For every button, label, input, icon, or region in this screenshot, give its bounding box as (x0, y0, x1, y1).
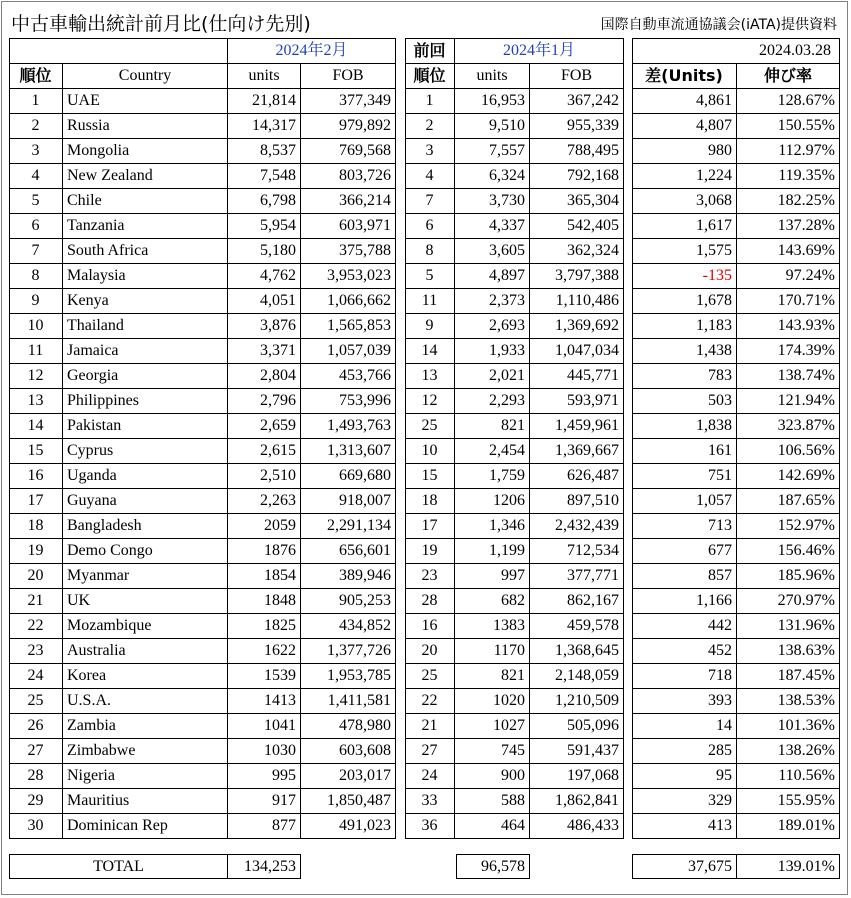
row-growth: 270.97% (737, 589, 840, 614)
row-growth: 143.93% (737, 314, 840, 339)
row-prev-units: 1206 (455, 489, 530, 514)
row-country: Russia (63, 114, 228, 139)
total-units: 134,253 (228, 854, 301, 879)
header-fob: FOB (301, 64, 396, 89)
row-fob: 377,349 (301, 89, 396, 114)
row-prev-rank: 11 (405, 289, 455, 314)
row-prev-fob: 2,148,059 (530, 664, 624, 689)
row-diff: 4,807 (632, 114, 737, 139)
row-prev-units: 821 (455, 664, 530, 689)
row-prev-rank: 8 (405, 239, 455, 264)
row-growth: 110.56% (737, 764, 840, 789)
row-diff: 452 (632, 639, 737, 664)
row-country: Zimbabwe (63, 739, 228, 764)
row-country: Cyprus (63, 439, 228, 464)
row-prev-fob: 362,324 (530, 239, 624, 264)
row-fob: 656,601 (301, 539, 396, 564)
row-prev-fob: 897,510 (530, 489, 624, 514)
row-prev-rank: 21 (405, 714, 455, 739)
row-prev-units: 1,346 (455, 514, 530, 539)
row-prev-rank: 7 (405, 189, 455, 214)
row-diff: 1,166 (632, 589, 737, 614)
row-country: Thailand (63, 314, 228, 339)
row-fob: 1,411,581 (301, 689, 396, 714)
row-diff: 857 (632, 564, 737, 589)
row-rank: 4 (9, 164, 63, 189)
row-fob: 203,017 (301, 764, 396, 789)
row-rank: 28 (9, 764, 63, 789)
row-growth: 128.67% (737, 89, 840, 114)
header-growth: 伸び率 (737, 64, 840, 89)
row-prev-rank: 25 (405, 414, 455, 439)
row-prev-units: 4,337 (455, 214, 530, 239)
row-diff: 393 (632, 689, 737, 714)
row-rank: 10 (9, 314, 63, 339)
row-country: Mauritius (63, 789, 228, 814)
row-prev-fob: 1,369,667 (530, 439, 624, 464)
row-units: 1876 (228, 539, 301, 564)
row-rank: 11 (9, 339, 63, 364)
row-growth: 137.28% (737, 214, 840, 239)
row-prev-units: 900 (455, 764, 530, 789)
row-prev-units: 2,693 (455, 314, 530, 339)
row-units: 2,804 (228, 364, 301, 389)
row-prev-rank: 36 (405, 814, 455, 839)
row-prev-rank: 28 (405, 589, 455, 614)
row-units: 1854 (228, 564, 301, 589)
row-diff: 718 (632, 664, 737, 689)
row-units: 877 (228, 814, 301, 839)
row-fob: 669,680 (301, 464, 396, 489)
row-units: 8,537 (228, 139, 301, 164)
row-growth: 143.69% (737, 239, 840, 264)
row-growth: 138.53% (737, 689, 840, 714)
row-country: Kenya (63, 289, 228, 314)
row-rank: 23 (9, 639, 63, 664)
row-prev-rank: 13 (405, 364, 455, 389)
row-prev-fob: 1,459,961 (530, 414, 624, 439)
row-country: Mozambique (63, 614, 228, 639)
row-prev-fob: 459,578 (530, 614, 624, 639)
row-prev-units: 1027 (455, 714, 530, 739)
row-prev-units: 4,897 (455, 264, 530, 289)
header-units: units (228, 64, 301, 89)
row-fob: 434,852 (301, 614, 396, 639)
row-units: 7,548 (228, 164, 301, 189)
row-units: 1413 (228, 689, 301, 714)
row-country: Jamaica (63, 339, 228, 364)
row-rank: 16 (9, 464, 63, 489)
row-prev-fob: 1,369,692 (530, 314, 624, 339)
row-prev-fob: 505,096 (530, 714, 624, 739)
row-prev-units: 1,759 (455, 464, 530, 489)
row-diff: 442 (632, 614, 737, 639)
row-prev-rank: 19 (405, 539, 455, 564)
row-country: Pakistan (63, 414, 228, 439)
row-growth: 187.45% (737, 664, 840, 689)
report-date: 2024.03.28 (632, 38, 840, 64)
row-fob: 1,377,726 (301, 639, 396, 664)
row-rank: 13 (9, 389, 63, 414)
row-prev-units: 1170 (455, 639, 530, 664)
row-prev-fob: 593,971 (530, 389, 624, 414)
header-prev-fob: FOB (530, 64, 624, 89)
row-diff: 95 (632, 764, 737, 789)
row-diff: 1,838 (632, 414, 737, 439)
row-prev-fob: 626,487 (530, 464, 624, 489)
row-country: Australia (63, 639, 228, 664)
row-diff: 413 (632, 814, 737, 839)
row-country: Demo Congo (63, 539, 228, 564)
row-fob: 375,788 (301, 239, 396, 264)
row-units: 1622 (228, 639, 301, 664)
row-prev-fob: 542,405 (530, 214, 624, 239)
row-prev-rank: 4 (405, 164, 455, 189)
row-rank: 20 (9, 564, 63, 589)
row-diff: 1,057 (632, 489, 737, 514)
row-rank: 21 (9, 589, 63, 614)
row-growth: 323.87% (737, 414, 840, 439)
row-fob: 1,493,763 (301, 414, 396, 439)
total-diff: 37,675 (632, 854, 737, 879)
row-diff: 503 (632, 389, 737, 414)
row-fob: 366,214 (301, 189, 396, 214)
row-prev-units: 9,510 (455, 114, 530, 139)
row-rank: 24 (9, 664, 63, 689)
row-prev-fob: 367,242 (530, 89, 624, 114)
row-rank: 1 (9, 89, 63, 114)
row-prev-units: 1020 (455, 689, 530, 714)
row-rank: 29 (9, 789, 63, 814)
row-diff: 1,617 (632, 214, 737, 239)
row-country: Tanzania (63, 214, 228, 239)
row-fob: 3,953,023 (301, 264, 396, 289)
header-current-period: 2024年2月 (228, 38, 396, 64)
source-note: 国際自動車流通協議会(iATA)提供資料 (600, 17, 837, 33)
row-growth: 138.26% (737, 739, 840, 764)
row-diff: 751 (632, 464, 737, 489)
row-diff: 1,438 (632, 339, 737, 364)
row-prev-fob: 712,534 (530, 539, 624, 564)
row-fob: 1,565,853 (301, 314, 396, 339)
row-units: 1041 (228, 714, 301, 739)
row-country: Chile (63, 189, 228, 214)
row-prev-fob: 1,110,486 (530, 289, 624, 314)
row-units: 2,615 (228, 439, 301, 464)
row-growth: 182.25% (737, 189, 840, 214)
row-prev-units: 2,293 (455, 389, 530, 414)
row-fob: 905,253 (301, 589, 396, 614)
row-units: 2,796 (228, 389, 301, 414)
row-rank: 8 (9, 264, 63, 289)
total-label: TOTAL (9, 854, 228, 879)
row-country: New Zealand (63, 164, 228, 189)
row-prev-rank: 33 (405, 789, 455, 814)
diff-block-border (632, 38, 840, 839)
row-prev-units: 1383 (455, 614, 530, 639)
row-growth: 138.74% (737, 364, 840, 389)
row-diff: 1,575 (632, 239, 737, 264)
row-prev-fob: 486,433 (530, 814, 624, 839)
row-prev-rank: 9 (405, 314, 455, 339)
row-units: 1825 (228, 614, 301, 639)
row-diff: 677 (632, 539, 737, 564)
row-growth: 138.63% (737, 639, 840, 664)
row-diff: 329 (632, 789, 737, 814)
row-units: 21,814 (228, 89, 301, 114)
row-growth: 101.36% (737, 714, 840, 739)
row-prev-units: 6,324 (455, 164, 530, 189)
row-country: Philippines (63, 389, 228, 414)
row-prev-rank: 25 (405, 664, 455, 689)
row-units: 2,510 (228, 464, 301, 489)
row-fob: 979,892 (301, 114, 396, 139)
row-units: 5,180 (228, 239, 301, 264)
row-fob: 1,066,662 (301, 289, 396, 314)
row-prev-fob: 1,210,509 (530, 689, 624, 714)
row-prev-rank: 22 (405, 689, 455, 714)
row-fob: 603,608 (301, 739, 396, 764)
row-growth: 185.96% (737, 564, 840, 589)
row-prev-fob: 788,495 (530, 139, 624, 164)
row-units: 14,317 (228, 114, 301, 139)
row-prev-units: 7,557 (455, 139, 530, 164)
row-rank: 22 (9, 614, 63, 639)
row-country: Mongolia (63, 139, 228, 164)
row-prev-rank: 12 (405, 389, 455, 414)
row-rank: 12 (9, 364, 63, 389)
row-prev-fob: 1,862,841 (530, 789, 624, 814)
row-units: 3,876 (228, 314, 301, 339)
total-prev-units: 96,578 (456, 854, 530, 879)
header-prev-period: 2024年1月 (455, 38, 624, 64)
row-growth: 174.39% (737, 339, 840, 364)
row-prev-rank: 5 (405, 264, 455, 289)
row-country: Dominican Rep (63, 814, 228, 839)
row-rank: 7 (9, 239, 63, 264)
row-fob: 1,953,785 (301, 664, 396, 689)
row-growth: 187.65% (737, 489, 840, 514)
row-diff: 1,224 (632, 164, 737, 189)
row-prev-rank: 10 (405, 439, 455, 464)
row-prev-units: 2,454 (455, 439, 530, 464)
row-prev-rank: 18 (405, 489, 455, 514)
row-prev-units: 1,199 (455, 539, 530, 564)
page-title: 中古車輸出統計前月比(仕向け先別) (11, 13, 311, 35)
header-prev-label: 前回 (405, 38, 455, 64)
row-prev-rank: 14 (405, 339, 455, 364)
row-prev-fob: 955,339 (530, 114, 624, 139)
row-prev-fob: 2,432,439 (530, 514, 624, 539)
row-prev-units: 3,605 (455, 239, 530, 264)
row-growth: 142.69% (737, 464, 840, 489)
row-fob: 2,291,134 (301, 514, 396, 539)
row-units: 1848 (228, 589, 301, 614)
row-growth: 119.35% (737, 164, 840, 189)
row-fob: 389,946 (301, 564, 396, 589)
row-fob: 1,057,039 (301, 339, 396, 364)
row-prev-rank: 24 (405, 764, 455, 789)
row-prev-units: 16,953 (455, 89, 530, 114)
row-diff: 980 (632, 139, 737, 164)
row-growth: 156.46% (737, 539, 840, 564)
header-rank: 順位 (9, 64, 63, 89)
row-prev-rank: 23 (405, 564, 455, 589)
row-diff: 1,678 (632, 289, 737, 314)
row-country: Myanmar (63, 564, 228, 589)
row-units: 917 (228, 789, 301, 814)
row-units: 4,762 (228, 264, 301, 289)
row-fob: 753,996 (301, 389, 396, 414)
row-units: 1030 (228, 739, 301, 764)
row-units: 4,051 (228, 289, 301, 314)
row-diff: 4,861 (632, 89, 737, 114)
row-prev-rank: 2 (405, 114, 455, 139)
row-fob: 918,007 (301, 489, 396, 514)
row-country: UK (63, 589, 228, 614)
row-units: 3,371 (228, 339, 301, 364)
row-units: 5,954 (228, 214, 301, 239)
row-diff: 1,183 (632, 314, 737, 339)
row-units: 2059 (228, 514, 301, 539)
row-prev-fob: 197,068 (530, 764, 624, 789)
row-prev-units: 588 (455, 789, 530, 814)
row-prev-fob: 862,167 (530, 589, 624, 614)
row-country: Zambia (63, 714, 228, 739)
row-growth: 131.96% (737, 614, 840, 639)
row-prev-fob: 445,771 (530, 364, 624, 389)
row-fob: 769,568 (301, 139, 396, 164)
row-rank: 25 (9, 689, 63, 714)
row-country: Malaysia (63, 264, 228, 289)
row-prev-rank: 17 (405, 514, 455, 539)
row-country: Guyana (63, 489, 228, 514)
row-prev-units: 745 (455, 739, 530, 764)
row-country: U.S.A. (63, 689, 228, 714)
row-diff: 3,068 (632, 189, 737, 214)
row-fob: 491,023 (301, 814, 396, 839)
row-prev-units: 997 (455, 564, 530, 589)
row-fob: 603,971 (301, 214, 396, 239)
current-block-border (9, 38, 396, 839)
row-prev-fob: 1,047,034 (530, 339, 624, 364)
row-diff: 14 (632, 714, 737, 739)
row-prev-units: 2,021 (455, 364, 530, 389)
row-growth: 97.24% (737, 264, 840, 289)
row-prev-fob: 365,304 (530, 189, 624, 214)
row-prev-units: 821 (455, 414, 530, 439)
row-country: South Africa (63, 239, 228, 264)
row-growth: 121.94% (737, 389, 840, 414)
row-prev-rank: 16 (405, 614, 455, 639)
row-units: 6,798 (228, 189, 301, 214)
row-rank: 2 (9, 114, 63, 139)
row-country: Korea (63, 664, 228, 689)
previous-block-border (405, 38, 624, 839)
row-prev-rank: 6 (405, 214, 455, 239)
row-growth: 189.01% (737, 814, 840, 839)
row-rank: 15 (9, 439, 63, 464)
row-rank: 3 (9, 139, 63, 164)
row-prev-fob: 377,771 (530, 564, 624, 589)
row-rank: 9 (9, 289, 63, 314)
row-prev-units: 2,373 (455, 289, 530, 314)
row-prev-units: 464 (455, 814, 530, 839)
row-growth: 152.97% (737, 514, 840, 539)
row-fob: 1,313,607 (301, 439, 396, 464)
row-prev-rank: 27 (405, 739, 455, 764)
row-fob: 478,980 (301, 714, 396, 739)
row-prev-rank: 15 (405, 464, 455, 489)
row-units: 995 (228, 764, 301, 789)
row-fob: 803,726 (301, 164, 396, 189)
total-growth: 139.01% (737, 854, 840, 879)
header-prev-rank: 順位 (405, 64, 455, 89)
row-prev-rank: 20 (405, 639, 455, 664)
row-units: 2,659 (228, 414, 301, 439)
row-rank: 5 (9, 189, 63, 214)
row-units: 1539 (228, 664, 301, 689)
row-prev-rank: 1 (405, 89, 455, 114)
row-rank: 17 (9, 489, 63, 514)
row-prev-fob: 792,168 (530, 164, 624, 189)
row-prev-fob: 591,437 (530, 739, 624, 764)
row-diff: 285 (632, 739, 737, 764)
header-country: Country (63, 64, 228, 89)
row-diff: -135 (632, 264, 737, 289)
row-growth: 106.56% (737, 439, 840, 464)
row-prev-fob: 1,368,645 (530, 639, 624, 664)
row-country: Uganda (63, 464, 228, 489)
row-rank: 30 (9, 814, 63, 839)
row-prev-units: 3,730 (455, 189, 530, 214)
header-prev-units: units (455, 64, 530, 89)
row-rank: 18 (9, 514, 63, 539)
row-prev-units: 682 (455, 589, 530, 614)
row-fob: 453,766 (301, 364, 396, 389)
row-fob: 1,850,487 (301, 789, 396, 814)
header-diff: 差(Units) (632, 64, 737, 89)
row-country: UAE (63, 89, 228, 114)
row-rank: 6 (9, 214, 63, 239)
row-growth: 155.95% (737, 789, 840, 814)
row-country: Nigeria (63, 764, 228, 789)
row-units: 2,263 (228, 489, 301, 514)
row-diff: 713 (632, 514, 737, 539)
row-prev-fob: 3,797,388 (530, 264, 624, 289)
row-rank: 14 (9, 414, 63, 439)
row-country: Bangladesh (63, 514, 228, 539)
row-rank: 27 (9, 739, 63, 764)
row-country: Georgia (63, 364, 228, 389)
row-diff: 783 (632, 364, 737, 389)
row-rank: 19 (9, 539, 63, 564)
row-growth: 150.55% (737, 114, 840, 139)
row-prev-rank: 3 (405, 139, 455, 164)
row-rank: 26 (9, 714, 63, 739)
row-growth: 112.97% (737, 139, 840, 164)
row-prev-units: 1,933 (455, 339, 530, 364)
row-diff: 161 (632, 439, 737, 464)
row-growth: 170.71% (737, 289, 840, 314)
